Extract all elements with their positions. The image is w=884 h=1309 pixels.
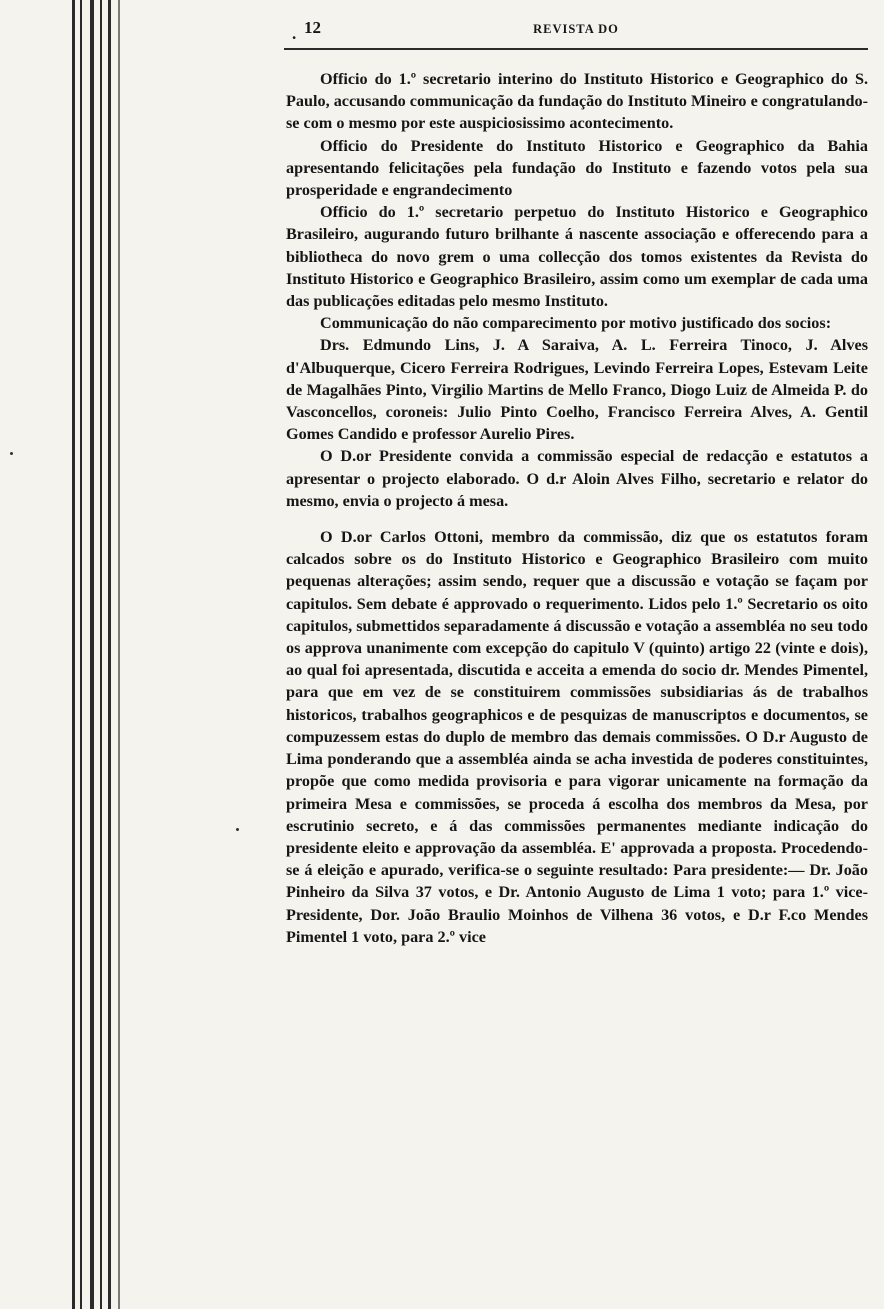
paragraph-statutes-discussion: O D.or Carlos Ottoni, membro da commissão, diz que os estatutos foram calcados sobre os do Instituto Historico e Geographico Brasileiro com muito pequenas alterações; assim sendo, requer que a discussão e votação se façam por capitulos. Sem debate é approvado o requerimento. Lidos pelo 1.º Secretario os oito capitulos, submettidos separadamente á discussão e votação a assembléa no seu todo os approva unanimente com excepção do capitulo V (quinto) artigo 22 (vinte e dois), ao qual foi apresentada, discutida e acceita a emenda do socio dr. Mendes Pimentel, para que em vez de se constituirem commissões subsidiarias ás de trabalhos historicos, trabalhos geographicos e de pesquizas de manuscriptos e documentos, se compuzessem estas do duplo de membro das demais commissões. O D.r Augusto de Lima ponderando que a assembléa ainda se acha investida de poderes constituintes, propõe que como medida provisoria e para vigorar unicamente na formação da primeira Mesa e commissões, se proceda á escolha dos membros da Mesa, por escrutinio secreto, e á das commissões permanentes mediante indicação do presidente eleito e approvação da assembléa. E' approvada a proposta. Procedendo-se á eleição e apurado, verifica-se o seguinte resultado: Para presidente:— Dr. João Pinheiro da Silva 37 votos, e Dr. Antonio Augusto de Lima 1 voto; para 1.º vice-Presidente, Dor. João Braulio Moinhos de Vilhena 36 votos, e D.r F.co Mendes Pimentel 1 voto, para 2.º vice xyxy=(286,528,868,946)
paragraph-absence-notice: Communicação do não comparecimento por motivo justificado dos socios: xyxy=(320,314,832,333)
paragraph-absent-members: Drs. Edmundo Lins, J. A Saraiva, A. L. Ferreira Tinoco, J. Alves d'Albuquerque, Cicero Ferreira Rodrigues, Levindo Ferreira Lopes, Estevam Leite de Magalhães Pinto, Virgilio Martins de Mello Franco, Diogo Luiz de Almeida P. do Vasconcellos, coroneis: Julio Pinto Coelho, Francisco Ferreira Alves, A. Gentil Gomes Candido e professor Aurelio Pires. xyxy=(286,336,868,444)
running-head: REVISTA DO xyxy=(533,22,619,36)
book-binding xyxy=(0,0,140,1309)
body-text xyxy=(286,68,868,948)
page-number: . 12 xyxy=(304,18,321,38)
page-header xyxy=(284,18,868,50)
paragraph-sao-paulo-letter: Officio do 1.º secretario interino do Instituto Historico e Geographico do S. Paulo, accusando communicação da fundação do Instituto Mineiro e congratulando-se com o mesmo por este auspiciosissimo acontecimento. xyxy=(286,70,868,133)
paragraph-brasileiro-letter: Officio do 1.º secretario perpetuo do Instituto Historico e Geographico Brasileiro, augurando futuro brilhante á nascente associação e offerecendo para a bibliotheca do novo grem o uma collecção dos tomos existentes da Revista do Instituto Historico e Geographico Brasileiro, assim como um exemplar de cada uma das publicações editadas pelo mesmo Instituto. xyxy=(286,203,868,311)
paragraph-bahia-letter: Officio do Presidente do Instituto Historico e Geographico da Bahia apresentando felicitações pela fundação do Instituto e fazendo votos pela sua prosperidade e engrandecimento xyxy=(286,136,868,200)
paragraph-statutes-project: O D.or Presidente convida a commissão especial de redacção e estatutos a apresentar o projecto elaborado. O d.r Aloin Alves Filho, secretario e relator do mesmo, envia o projecto á mesa. xyxy=(286,447,868,510)
